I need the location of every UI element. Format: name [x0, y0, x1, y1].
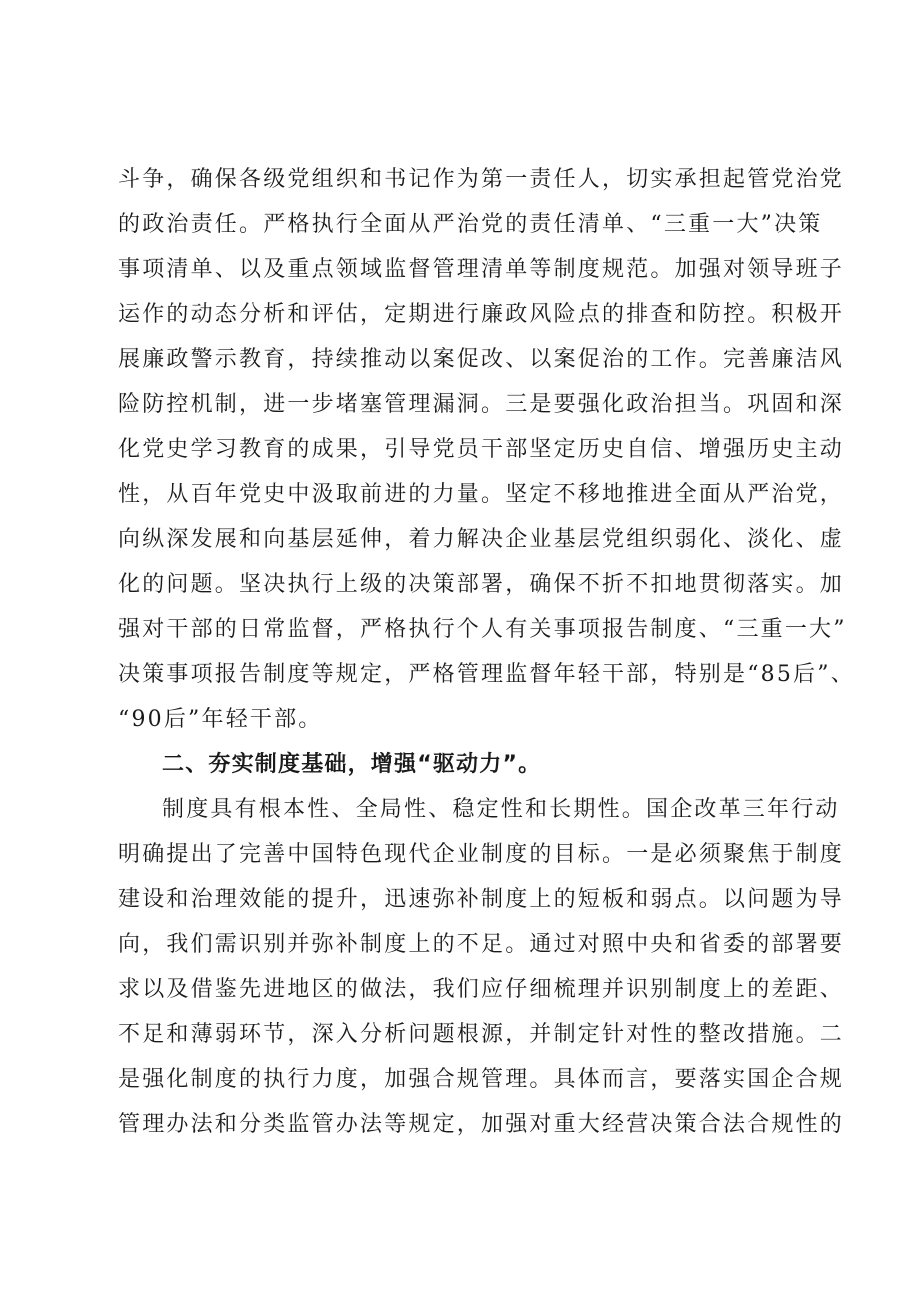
paragraph-1-line-3: 事项清单、以及重点领域监督管理清单等制度规范。加强对领导班子 — [118, 257, 845, 282]
paragraph-1-line-11: 强对干部的日常监督，严格执行个人有关事项报告制度、“三重一大” — [118, 617, 847, 642]
paragraph-2-line-3: 建设和治理效能的提升，迅速弥补制度上的短板和弱点。以问题为导 — [118, 887, 845, 912]
paragraph-2-line-6: 不足和薄弱环节，深入分析问题根源，并制定针对性的整改措施。二 — [118, 1022, 845, 1047]
paragraph-2-line-2: 明确提出了完善中国特色现代企业制度的目标。一是必须聚焦于制度 — [118, 842, 845, 867]
paragraph-1-line-6: 险防控机制，进一步堵塞管理漏洞。三是要强化政治担当。巩固和深 — [118, 392, 845, 417]
paragraph-1-line-12: 决策事项报告制度等规定，严格管理监督年轻干部，特别是“85后”、 — [118, 662, 855, 687]
paragraph-1-line-8: 性，从百年党史中汲取前进的力量。坚定不移地推进全面从严治党， — [118, 482, 845, 507]
paragraph-2-line-8: 管理办法和分类监管办法等规定，加强对重大经营决策合法合规性的 — [118, 1112, 845, 1137]
paragraph-2-line-4: 向，我们需识别并弥补制度上的不足。通过对照中央和省委的部署要 — [118, 932, 845, 957]
paragraph-1-line-7: 化党史学习教育的成果，引导党员干部坚定历史自信、增强历史主动 — [118, 437, 845, 462]
paragraph-1-line-5: 展廉政警示教育，持续推动以案促改、以案促治的工作。完善廉洁风 — [118, 347, 845, 372]
paragraph-1-line-4: 运作的动态分析和评估，定期进行廉政风险点的排查和防控。积极开 — [118, 302, 845, 327]
paragraph-1-line-9: 向纵深发展和向基层延伸，着力解决企业基层党组织弱化、淡化、虚 — [118, 527, 845, 552]
paragraph-1-line-13: “90后”年轻干部。 — [118, 707, 323, 732]
section-heading: 二、夯实制度基础，增强“驱动力”。 — [162, 752, 542, 777]
paragraph-1-line-1: 斗争，确保各级党组织和书记作为第一责任人，切实承担起管党治党 — [118, 167, 845, 192]
paragraph-1-line-2: 的政治责任。严格执行全面从严治党的责任清单、“三重一大”决策 — [118, 212, 823, 237]
paragraph-2-line-1: 制度具有根本性、全局性、稳定性和长期性。国企改革三年行动 — [162, 797, 840, 822]
paragraph-2-line-5: 求以及借鉴先进地区的做法，我们应仔细梳理并识别制度上的差距、 — [118, 977, 845, 1002]
paragraph-2-line-7: 是强化制度的执行力度，加强合规管理。具体而言，要落实国企合规 — [118, 1067, 845, 1092]
paragraph-1-line-10: 化的问题。坚决执行上级的决策部署，确保不折不扣地贯彻落实。加 — [118, 572, 845, 597]
